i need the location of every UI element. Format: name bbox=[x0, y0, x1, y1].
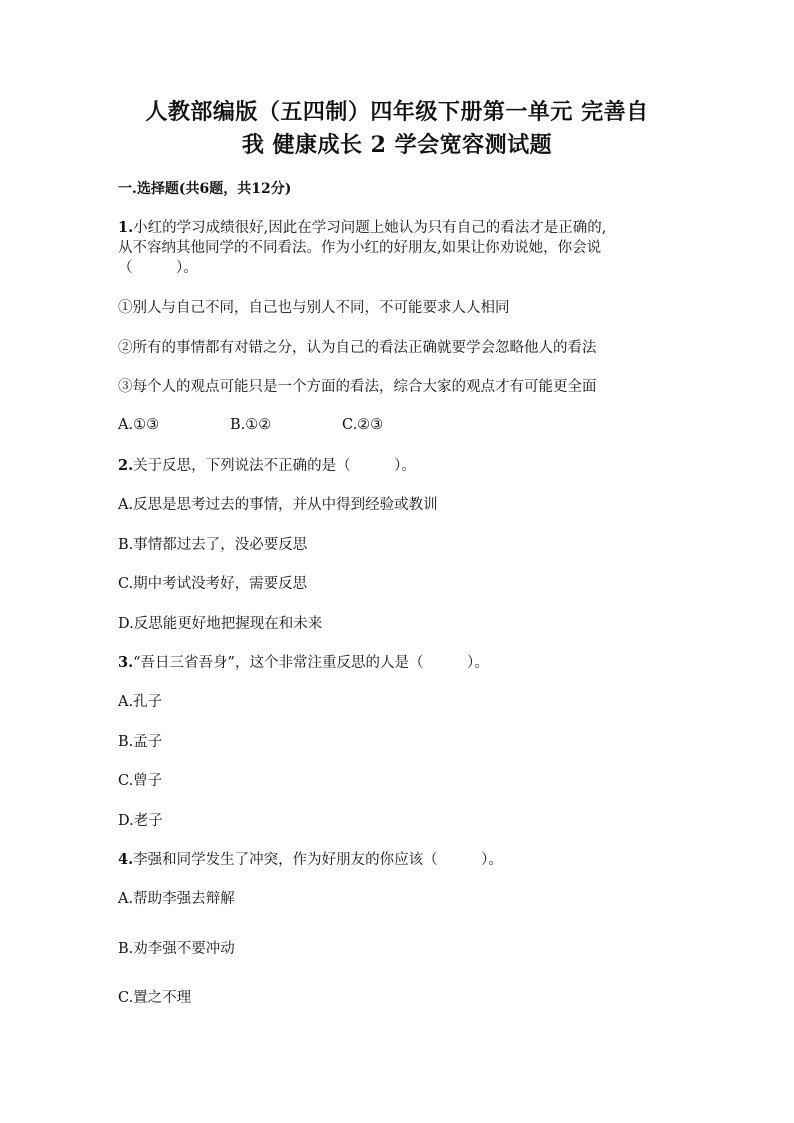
question-1-line-1 bbox=[118, 218, 606, 238]
question-1-option-c: C.②③ bbox=[342, 417, 384, 433]
question-2-line bbox=[118, 456, 416, 476]
question-4-option-a: A.帮助李强去辩解 bbox=[118, 891, 235, 907]
question-1-line-2: 从不容纳其他同学的不同看法。作为小红的好朋友,如果让你劝说她，你会说 bbox=[118, 240, 602, 256]
section-heading: 一.选择题(共6题，共12分) bbox=[118, 181, 292, 197]
question-1-statement-3: ③每个人的观点可能只是一个方面的看法，综合大家的观点才有可能更全面 bbox=[118, 379, 597, 395]
question-4-number: 4. bbox=[118, 851, 134, 868]
question-1-statement-2: ②所有的事情都有对错之分，认为自己的看法正确就要学会忽略他人的看法 bbox=[118, 340, 597, 356]
title-line-1: 人教部编版（五四制）四年级下册第一单元 完善自 bbox=[145, 99, 649, 125]
question-4-text: 李强和同学发生了冲突，作为好朋友的你应该（ ）。 bbox=[133, 852, 503, 868]
title-line-2: 我 健康成长 2 学会宽容测试题 bbox=[241, 132, 553, 158]
question-3-option-a: A.孔子 bbox=[118, 694, 163, 710]
page-title bbox=[110, 96, 684, 162]
question-4-option-b: B.劝李强不要冲动 bbox=[118, 941, 235, 957]
question-1-statement-1: ①别人与自己不同，自己也与别人不同，不可能要求人人相同 bbox=[118, 300, 510, 316]
question-2-option-b: B.事情都过去了，没必要反思 bbox=[118, 537, 308, 553]
question-3-option-d: D.老子 bbox=[118, 813, 163, 829]
question-4-option-c: C.置之不理 bbox=[118, 990, 192, 1006]
question-1-option-a: A.①③ bbox=[118, 417, 160, 433]
question-2-option-d: D.反思能更好地把握现在和未来 bbox=[118, 616, 323, 632]
question-1-option-b: B.①② bbox=[230, 417, 272, 433]
question-1-line-3: （ ）。 bbox=[118, 260, 198, 276]
question-3-text: “吾日三省吾身”，这个非常注重反思的人是（ ）。 bbox=[133, 655, 489, 671]
question-2-option-a: A.反思是思考过去的事情，并从中得到经验或教训 bbox=[118, 497, 438, 513]
question-3-line bbox=[118, 653, 489, 673]
question-2-option-c: C.期中考试没考好，需要反思 bbox=[118, 576, 308, 592]
question-3-number: 3. bbox=[118, 654, 134, 671]
question-3-option-b: B.孟子 bbox=[118, 734, 163, 750]
question-4-line bbox=[118, 850, 503, 870]
question-2-number: 2. bbox=[118, 457, 134, 474]
question-1-number: 1. bbox=[118, 219, 134, 236]
question-3-option-c: C.曾子 bbox=[118, 773, 163, 789]
question-1-text-1: 小红的学习成绩很好,因此在学习问题上她认为只有自己的看法才是正确的, bbox=[133, 220, 607, 236]
question-2-text: 关于反思，下列说法不正确的是（ ）。 bbox=[133, 458, 416, 474]
